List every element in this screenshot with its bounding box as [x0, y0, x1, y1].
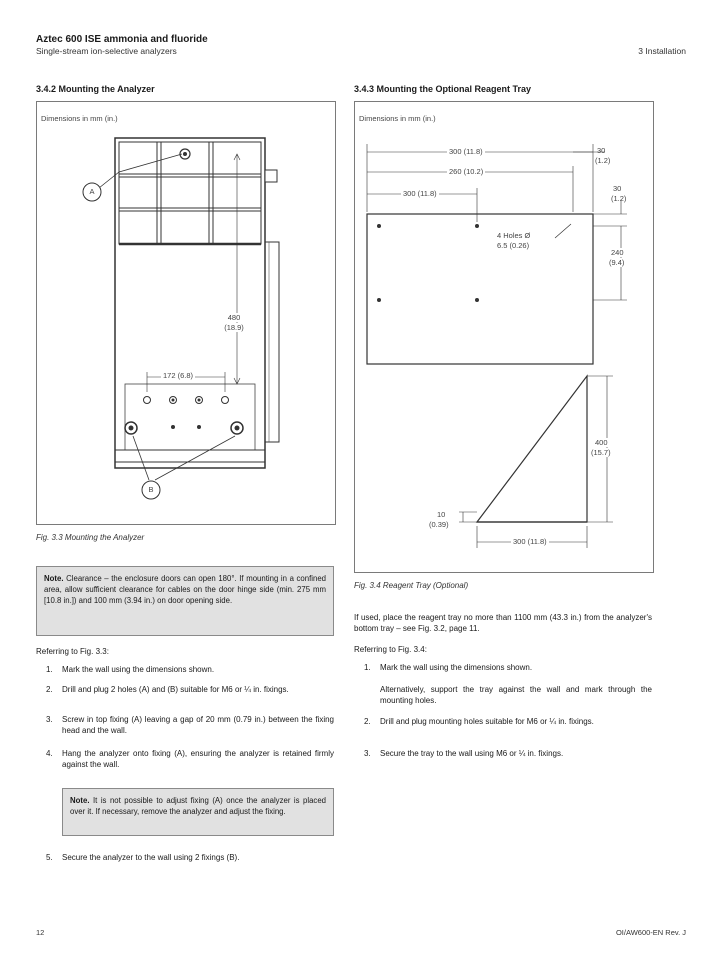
- dim-300-bracket: 300 (11.8): [513, 537, 547, 546]
- heading-reagent-tray: 3.4.3 Mounting the Optional Reagent Tray: [354, 84, 532, 94]
- list-item: [46, 714, 334, 738]
- section-label: 3 Installation: [638, 46, 686, 56]
- dim-260: 260 (10.2): [449, 167, 484, 176]
- step-number: 3.: [46, 715, 53, 724]
- dim-30-a: 30: [597, 146, 606, 155]
- dim-30-b: 30: [613, 184, 622, 193]
- dim-400: 400: [595, 438, 608, 447]
- dim-vertical-480-in: (18.9): [220, 323, 248, 332]
- dim-400-in: (15.7): [591, 448, 611, 457]
- dim-240: 240: [611, 248, 624, 257]
- note-text: It is not possible to adjust fixing (A) once the analyzer is placed over it. If necessary, remove the analyzer and adjust the fixing.: [70, 796, 326, 816]
- intro-referring-3-3: Referring to Fig. 3.3:: [36, 647, 109, 656]
- dim-30-b-in: (1.2): [611, 194, 627, 203]
- holes-size-label: 6.5 (0.26): [497, 241, 530, 250]
- dim-240-in: (9.4): [609, 258, 625, 267]
- step-text: Hang the analyzer onto fixing (A), ensuring the analyzer is retained firmly against the wall.: [62, 749, 334, 769]
- dim-300-top: 300 (11.8): [449, 147, 483, 156]
- note-fixing-adjust: [62, 788, 334, 836]
- dim-10-in: (0.39): [429, 520, 449, 529]
- document-title: Aztec 600 ISE ammonia and fluoride: [36, 34, 208, 45]
- figure-caption-3-4: Fig. 3.4 Reagent Tray (Optional): [354, 581, 469, 590]
- note-clearance: [36, 566, 334, 636]
- figure-caption-3-3: Fig. 3.3 Mounting the Analyzer: [36, 533, 145, 542]
- step-number: 2.: [364, 717, 371, 726]
- list-item: [46, 664, 334, 676]
- step-text: Mark the wall using the dimensions shown.: [380, 663, 533, 672]
- step-text: Screw in top fixing (A) leaving a gap of 20 mm (0.79 in.) between the fixing head and the wall.: [62, 715, 334, 735]
- list-item: [46, 852, 334, 864]
- intro-reagent-tray: If used, place the reagent tray no more than 1100 mm (43.3 in.) from the analyzer's bottom tray – see Fig. 3.2, page 11.: [354, 613, 652, 633]
- reagent-tray-drawing: [355, 102, 653, 572]
- figure-reagent-tray: [354, 101, 654, 573]
- holes-label: 4 Holes Ø: [497, 231, 531, 240]
- step-number: 4.: [46, 749, 53, 758]
- step-number: 3.: [364, 749, 371, 758]
- step-text: Drill and plug mounting holes suitable for M6 or ¼ in. fixings.: [380, 717, 594, 726]
- step-number: 5.: [46, 853, 53, 862]
- step-text: Secure the analyzer to the wall using 2 fixings (B).: [62, 853, 240, 862]
- note-text: Clearance – the enclosure doors can open 180°. If mounting in a confined area, allow sufficient clearance for cables on the door hinge side (min. 275 mm [10.8 in.]) and 100 mm (3.94 in.) on door opening side.: [44, 574, 326, 605]
- callout-b-label: B: [148, 485, 154, 494]
- list-item: [364, 684, 652, 708]
- list-item: [364, 716, 652, 740]
- list-item: [46, 748, 334, 772]
- step-text: Mark the wall using the dimensions shown.: [62, 665, 215, 674]
- step-text: Secure the tray to the wall using M6 or ¼ in. fixings.: [380, 749, 564, 758]
- dim-300-holes: 300 (11.8): [403, 189, 437, 198]
- analyzer-drawing: [37, 102, 335, 524]
- list-item: [46, 684, 334, 708]
- dims-label: Dimensions in mm (in.): [359, 114, 436, 123]
- callout-a-label: A: [89, 187, 95, 196]
- dims-label: Dimensions in mm (in.): [41, 114, 118, 123]
- list-item: [364, 662, 652, 674]
- step-text: Drill and plug 2 holes (A) and (B) suitable for M6 or ¼ in. fixings.: [62, 685, 289, 694]
- dim-vertical-480: 480: [220, 313, 248, 322]
- dim-horizontal-172: 172 (6.8): [163, 371, 194, 380]
- step-text: Alternatively, support the tray against the wall and mark through the mounting holes.: [380, 685, 652, 705]
- step-number: 1.: [46, 665, 53, 674]
- document-reference: OI/AW600-EN Rev. J: [615, 928, 686, 937]
- intro-referring-3-4: Referring to Fig. 3.4:: [354, 645, 427, 654]
- note-label: Note.: [70, 796, 90, 805]
- document-subtitle: Single-stream ion-selective analyzers: [36, 46, 177, 56]
- step-number: 2.: [46, 685, 53, 694]
- step-number: 1.: [364, 663, 371, 672]
- dim-30-a-in: (1.2): [595, 156, 611, 165]
- note-label: Note.: [44, 574, 64, 583]
- figure-analyzer-mounting: [36, 101, 336, 525]
- list-item: [364, 748, 652, 760]
- dim-10: 10: [437, 510, 446, 519]
- page-number: 12: [36, 928, 45, 937]
- heading-mounting-analyzer: 3.4.2 Mounting the Analyzer: [36, 84, 155, 94]
